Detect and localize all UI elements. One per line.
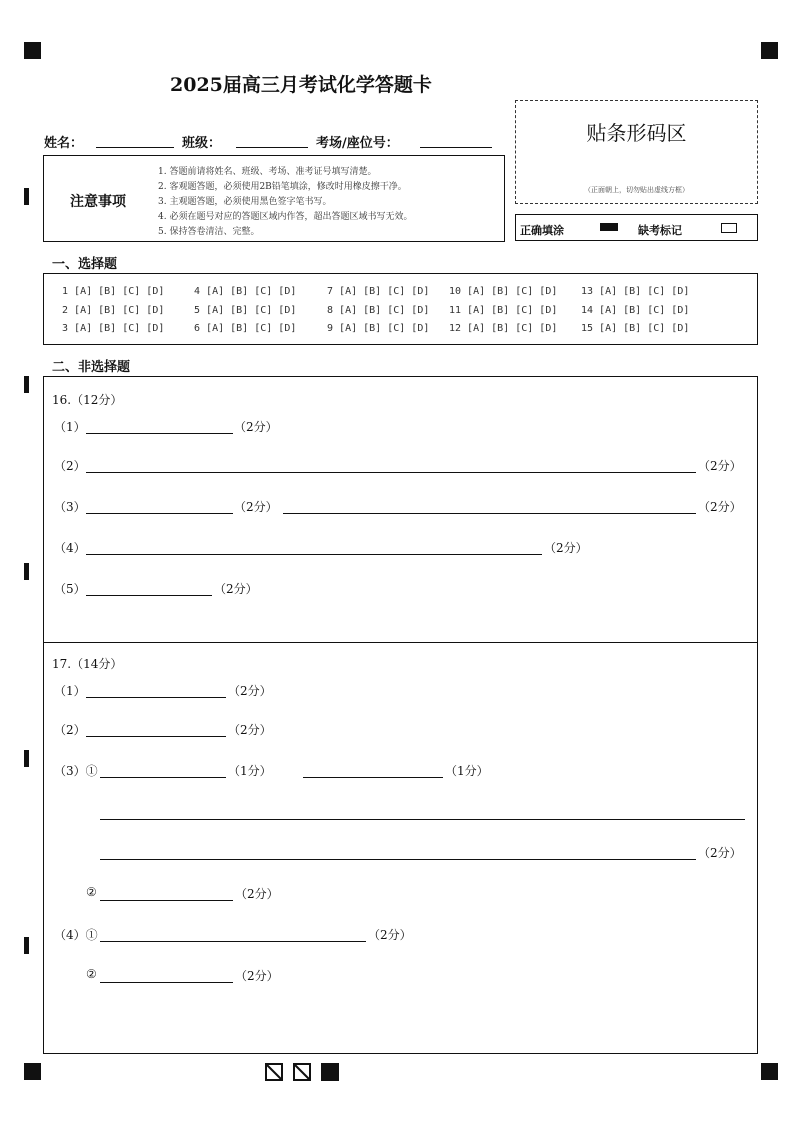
corner-marker-bottom-left — [24, 1063, 41, 1080]
fill-legend — [515, 214, 758, 241]
q16-part5-answer[interactable] — [86, 595, 212, 596]
room-seat-label: 考场/座位号： — [316, 136, 399, 151]
q17-part3b-points: （2分） — [235, 887, 279, 901]
name-field[interactable] — [96, 147, 174, 148]
notice-item: 3. 主观题答题，必须使用黑色签字笔书写。 — [158, 197, 332, 207]
choice-question-row[interactable]: 11 [A] [B] [C] [D] — [449, 305, 558, 316]
choice-question-row[interactable]: 15 [A] [B] [C] [D] — [581, 323, 690, 334]
q16-part3-points-a: （2分） — [234, 500, 278, 514]
q17-part1-label: （1） — [54, 684, 86, 698]
page-title: 2025届高三月考试化学答题卡 — [170, 74, 432, 96]
notice-item: 5. 保持答卷清洁、完整。 — [158, 227, 260, 237]
timing-mark — [24, 937, 29, 954]
choice-question-row[interactable]: 4 [A] [B] [C] [D] — [188, 286, 297, 297]
q16-part3-answer-a[interactable] — [86, 513, 233, 514]
q16-answer-area — [43, 376, 758, 643]
choice-question-row[interactable]: 10 [A] [B] [C] [D] — [449, 286, 558, 297]
absent-mark-label: 缺考标记 — [638, 224, 682, 237]
choice-question-row[interactable]: 12 [A] [B] [C] [D] — [449, 323, 558, 334]
q17-part4-points: （2分） — [368, 928, 412, 942]
notice-box — [43, 155, 505, 242]
timing-mark — [24, 376, 29, 393]
q17-part3-answer-b[interactable] — [303, 777, 443, 778]
q17-part3-answer-line[interactable] — [100, 819, 745, 820]
choice-question-row[interactable]: 9 [A] [B] [C] [D] — [321, 323, 430, 334]
q16-part5-label: （5） — [54, 582, 86, 596]
barcode-title: 贴条形码区 — [586, 121, 687, 145]
q17-part4-answer[interactable] — [100, 941, 366, 942]
notice-title: 注意事项 — [70, 194, 126, 210]
q17-part3-points-b: （1分） — [445, 764, 489, 778]
timing-mark — [24, 188, 29, 205]
q17-part2-answer[interactable] — [86, 736, 226, 737]
barcode-note: （正面朝上，切勿贴出虚线方框） — [584, 186, 689, 194]
q17-part4b-label: ② — [86, 967, 97, 981]
name-label: 姓名： — [44, 136, 84, 151]
choice-question-row[interactable]: 6 [A] [B] [C] [D] — [188, 323, 297, 334]
choice-box — [43, 273, 758, 345]
choice-question-row[interactable]: 8 [A] [B] [C] [D] — [321, 305, 430, 316]
corner-marker-top-right — [761, 42, 778, 59]
q16-part1-points: （2分） — [234, 420, 278, 434]
q16-part4-points: （2分） — [544, 541, 588, 555]
q17-part3b-label: ② — [86, 885, 97, 899]
absent-mark-box[interactable] — [721, 223, 737, 233]
section-subjective-title: 二、非选择题 — [52, 360, 131, 375]
q17-part4b-answer[interactable] — [100, 982, 233, 983]
corner-marker-top-left — [24, 42, 41, 59]
choice-question-row[interactable]: 13 [A] [B] [C] [D] — [581, 286, 690, 297]
q16-part4-answer[interactable] — [86, 554, 542, 555]
class-field[interactable] — [236, 147, 308, 148]
page-code-box-icon — [265, 1063, 283, 1081]
q17-part3-label: （3）① — [54, 764, 98, 778]
q16-part1-answer[interactable] — [86, 433, 233, 434]
correct-fill-example — [600, 223, 618, 231]
q17-title: 17.（14分） — [52, 657, 123, 671]
correct-fill-label: 正确填涂 — [520, 224, 564, 237]
choice-question-row[interactable]: 7 [A] [B] [C] [D] — [321, 286, 430, 297]
section-objective-title: 一、选择题 — [52, 257, 118, 272]
q17-part3-answer-line[interactable] — [100, 859, 696, 860]
barcode-area — [515, 100, 758, 204]
q16-part4-label: （4） — [54, 541, 86, 555]
q16-part5-points: （2分） — [214, 582, 258, 596]
choice-question-row[interactable]: 2 [A] [B] [C] [D] — [56, 305, 165, 316]
page-code-box-icon — [293, 1063, 311, 1081]
timing-mark — [24, 750, 29, 767]
q17-part4-label: （4）① — [54, 928, 98, 942]
q17-part3b-answer[interactable] — [100, 900, 233, 901]
q16-part2-label: （2） — [54, 459, 86, 473]
q16-part2-points: （2分） — [698, 459, 742, 473]
timing-mark — [24, 563, 29, 580]
q17-part3-answer-a[interactable] — [100, 777, 226, 778]
q17-part1-points: （2分） — [228, 684, 272, 698]
page-code-filled-box — [321, 1063, 339, 1081]
q17-part1-answer[interactable] — [86, 697, 226, 698]
q17-answer-area — [43, 642, 758, 1054]
q16-part3-points-b: （2分） — [698, 500, 742, 514]
q17-part2-points: （2分） — [228, 723, 272, 737]
q17-part4b-points: （2分） — [235, 969, 279, 983]
notice-item: 4. 必须在题号对应的答题区域内作答，超出答题区域书写无效。 — [158, 212, 413, 222]
q16-part1-label: （1） — [54, 420, 86, 434]
q16-part3-answer-b[interactable] — [283, 513, 696, 514]
choice-question-row[interactable]: 3 [A] [B] [C] [D] — [56, 323, 165, 334]
q17-part2-label: （2） — [54, 723, 86, 737]
corner-marker-bottom-right — [761, 1063, 778, 1080]
choice-question-row[interactable]: 5 [A] [B] [C] [D] — [188, 305, 297, 316]
choice-question-row[interactable]: 14 [A] [B] [C] [D] — [581, 305, 690, 316]
q17-part3-points-c: （2分） — [698, 846, 742, 860]
q16-part3-label: （3） — [54, 500, 86, 514]
room-seat-field[interactable] — [420, 147, 492, 148]
notice-item: 1. 答题前请将姓名、班级、考场、准考证号填写清楚。 — [158, 167, 377, 177]
choice-question-row[interactable]: 1 [A] [B] [C] [D] — [56, 286, 165, 297]
q16-title: 16.（12分） — [52, 393, 123, 407]
q16-part2-answer[interactable] — [86, 472, 696, 473]
q17-part3-points-a: （1分） — [228, 764, 272, 778]
class-label: 班级： — [182, 136, 222, 151]
notice-item: 2. 客观题答题，必须使用2B铅笔填涂，修改时用橡皮擦干净。 — [158, 182, 407, 192]
